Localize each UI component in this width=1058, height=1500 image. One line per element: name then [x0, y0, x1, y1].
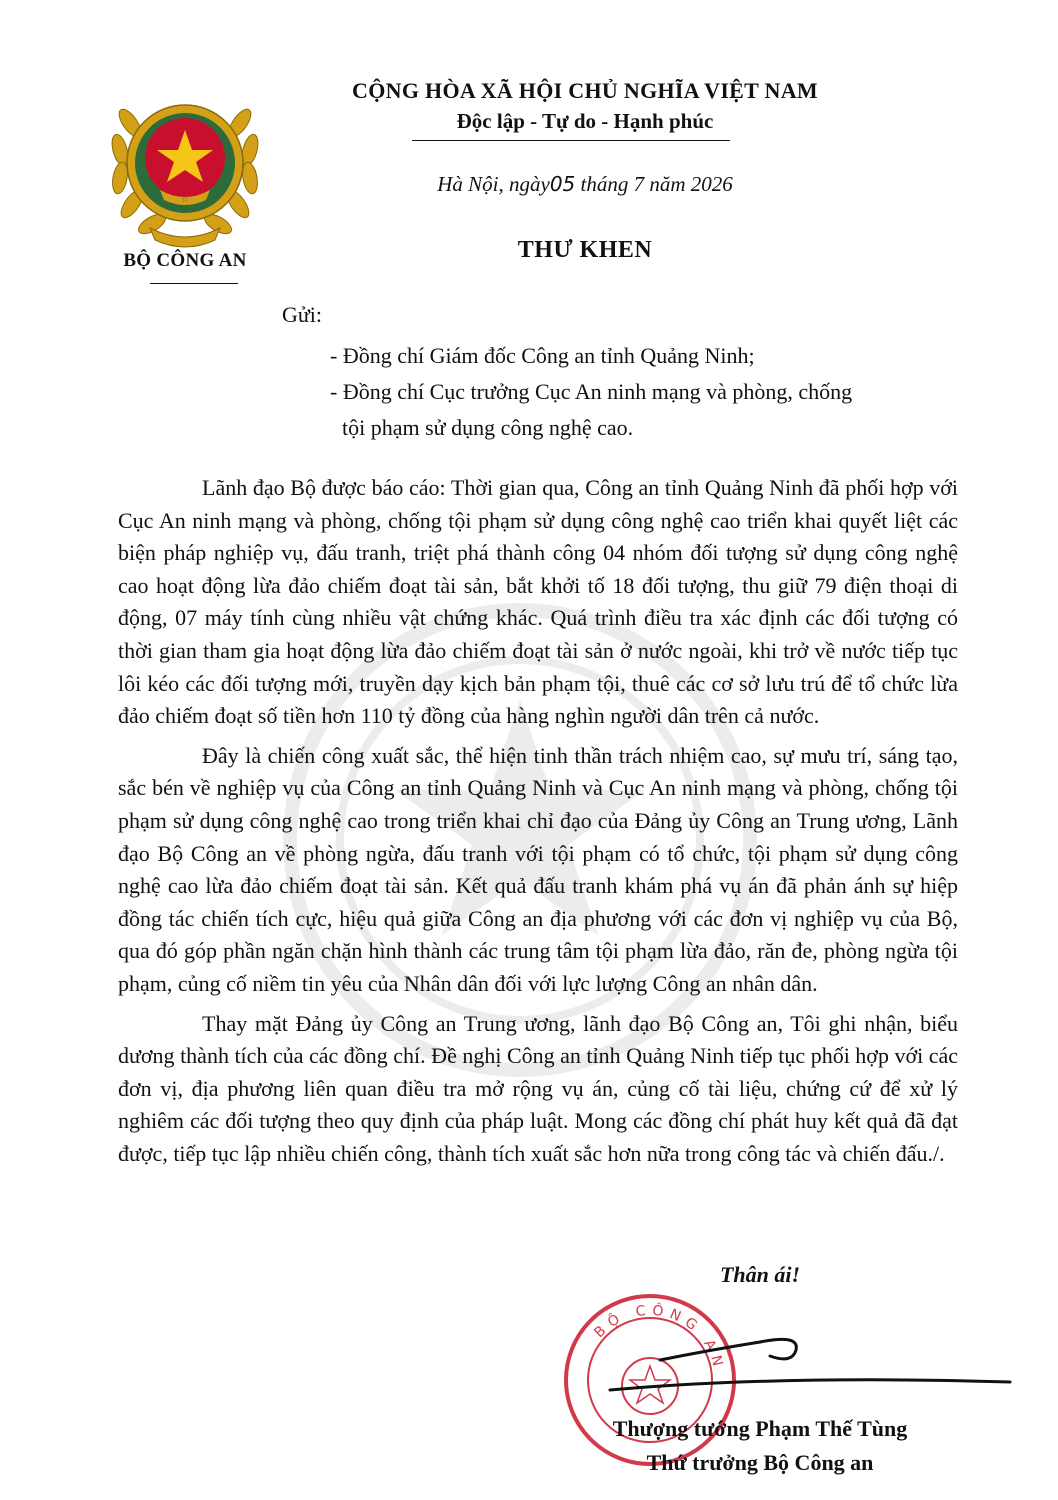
- recipients-label: Gửi:: [282, 302, 323, 327]
- letter-body: [118, 472, 958, 1177]
- police-emblem-icon: [100, 78, 270, 253]
- national-motto: Độc lập - Tự do - Hạnh phúc: [456, 109, 714, 133]
- org-underline: [150, 283, 238, 284]
- recipient-item: - Đồng chí Cục trưởng Cục An ninh mạng và phòng, chống: [330, 379, 853, 404]
- recipient-item: - Đồng chí Giám đốc Công an tỉnh Quảng Ninh;: [330, 343, 755, 368]
- place-date: [270, 172, 900, 197]
- seal-text: BỘ CÔNG AN: [591, 1302, 727, 1374]
- recipient-item-continuation: tội phạm sử dụng công nghệ cao.: [342, 415, 634, 440]
- motto-underline: [412, 140, 730, 141]
- body-paragraph: Thay mặt Đảng ủy Công an Trung ương, lãnh đạo Bộ Công an, Tôi ghi nhận, biểu dương thành tích của các đồng chí. Đề nghị Công an tỉnh Quảng Ninh tiếp tục phối hợp với các đơn vị, địa phương liên quan điều tra mở rộng vụ án, củng cố tài liệu, chứng cứ để xử lý nghiêm các đối tượng theo quy định của pháp luật. Mong các đồng chí phát huy kết quả đã đạt được, tiếp tục lập nhiều chiến công, thành tích xuất sắc hơn nữa trong công tác và chiến đấu./.: [118, 1010, 958, 1166]
- document-title: THƯ KHEN: [517, 237, 653, 263]
- nation-heading: CỘNG HÒA XÃ HỘI CHỦ NGHĨA VIỆT NAM: [352, 78, 818, 103]
- body-paragraph: Đây là chiến công xuất sắc, thể hiện tinh thần trách nhiệm cao, sự mưu trí, sáng tạo, sắc bén về nghiệp vụ của Công an tỉnh Quảng Ninh và Cục An ninh mạng và phòng, chống tội phạm sử dụng công nghệ cao trong triển khai chỉ đạo của Đảng ủy Công an Trung ương, Lãnh đạo Bộ Công an về phòng ngừa, đấu tranh với tội phạm có tổ chức, tội phạm sử dụng công nghệ cao lừa đảo chiếm đoạt tài sản. Kết quả đấu tranh khám phá vụ án đã phản ánh sự hiệp đồng tác chiến tích cực, hiệu quả giữa Công an địa phương với các đơn vị nghiệp vụ của Bộ, qua đó góp phần ngăn chặn hình thành các trung tâm tội phạm lừa đảo, răn đe, phòng ngừa tội phạm, củng cố niềm tin yêu của Nhân dân đối với lực lượng Công an nhân dân.: [118, 742, 958, 996]
- org-name: BỘ CÔNG AN: [123, 250, 247, 271]
- place-date-prefix: Hà Nội, ngày: [437, 172, 550, 196]
- place-date-suffix: tháng 7 năm 2026: [580, 172, 733, 196]
- recipients-list: [330, 338, 950, 446]
- handwritten-signature: [600, 1320, 1020, 1420]
- date-day: 05: [549, 172, 576, 196]
- signer-name: Thượng tướng Phạm Thế Tùng: [612, 1416, 908, 1441]
- body-paragraph: Lãnh đạo Bộ được báo cáo: Thời gian qua, Công an tỉnh Quảng Ninh đã phối hợp với Cục An ninh mạng và phòng, chống tội phạm sử dụng công nghệ cao triển khai quyết liệt các biện pháp nghiệp vụ, đấu tranh, triệt phá thành công 04 nhóm đối tượng sử dụng công nghệ cao hoạt động lừa đảo chiếm đoạt tài sản, bắt khởi tố 18 đối tượng, thu giữ 79 điện thoại di động, 07 máy tính cùng nhiều vật chứng khác. Quá trình điều tra xác định các đối tượng có thời gian tham gia hoạt động lừa đảo chiếm đoạt tài sản ở nước ngoài, khi trở về nước tiếp tục lôi kéo các đối tượng mới, truyền dạy kịch bản phạm tội, thuê các cơ sở lưu trú để tổ chức lừa đảo chiếm đoạt số tiền hơn 110 tỷ đồng của hàng nghìn người dân trên cả nước.: [118, 475, 958, 729]
- closing-salutation: Thân ái!: [719, 1262, 801, 1287]
- signer-title: Thứ trưởng Bộ Công an: [646, 1450, 874, 1475]
- svg-text:☆: ☆: [180, 195, 190, 205]
